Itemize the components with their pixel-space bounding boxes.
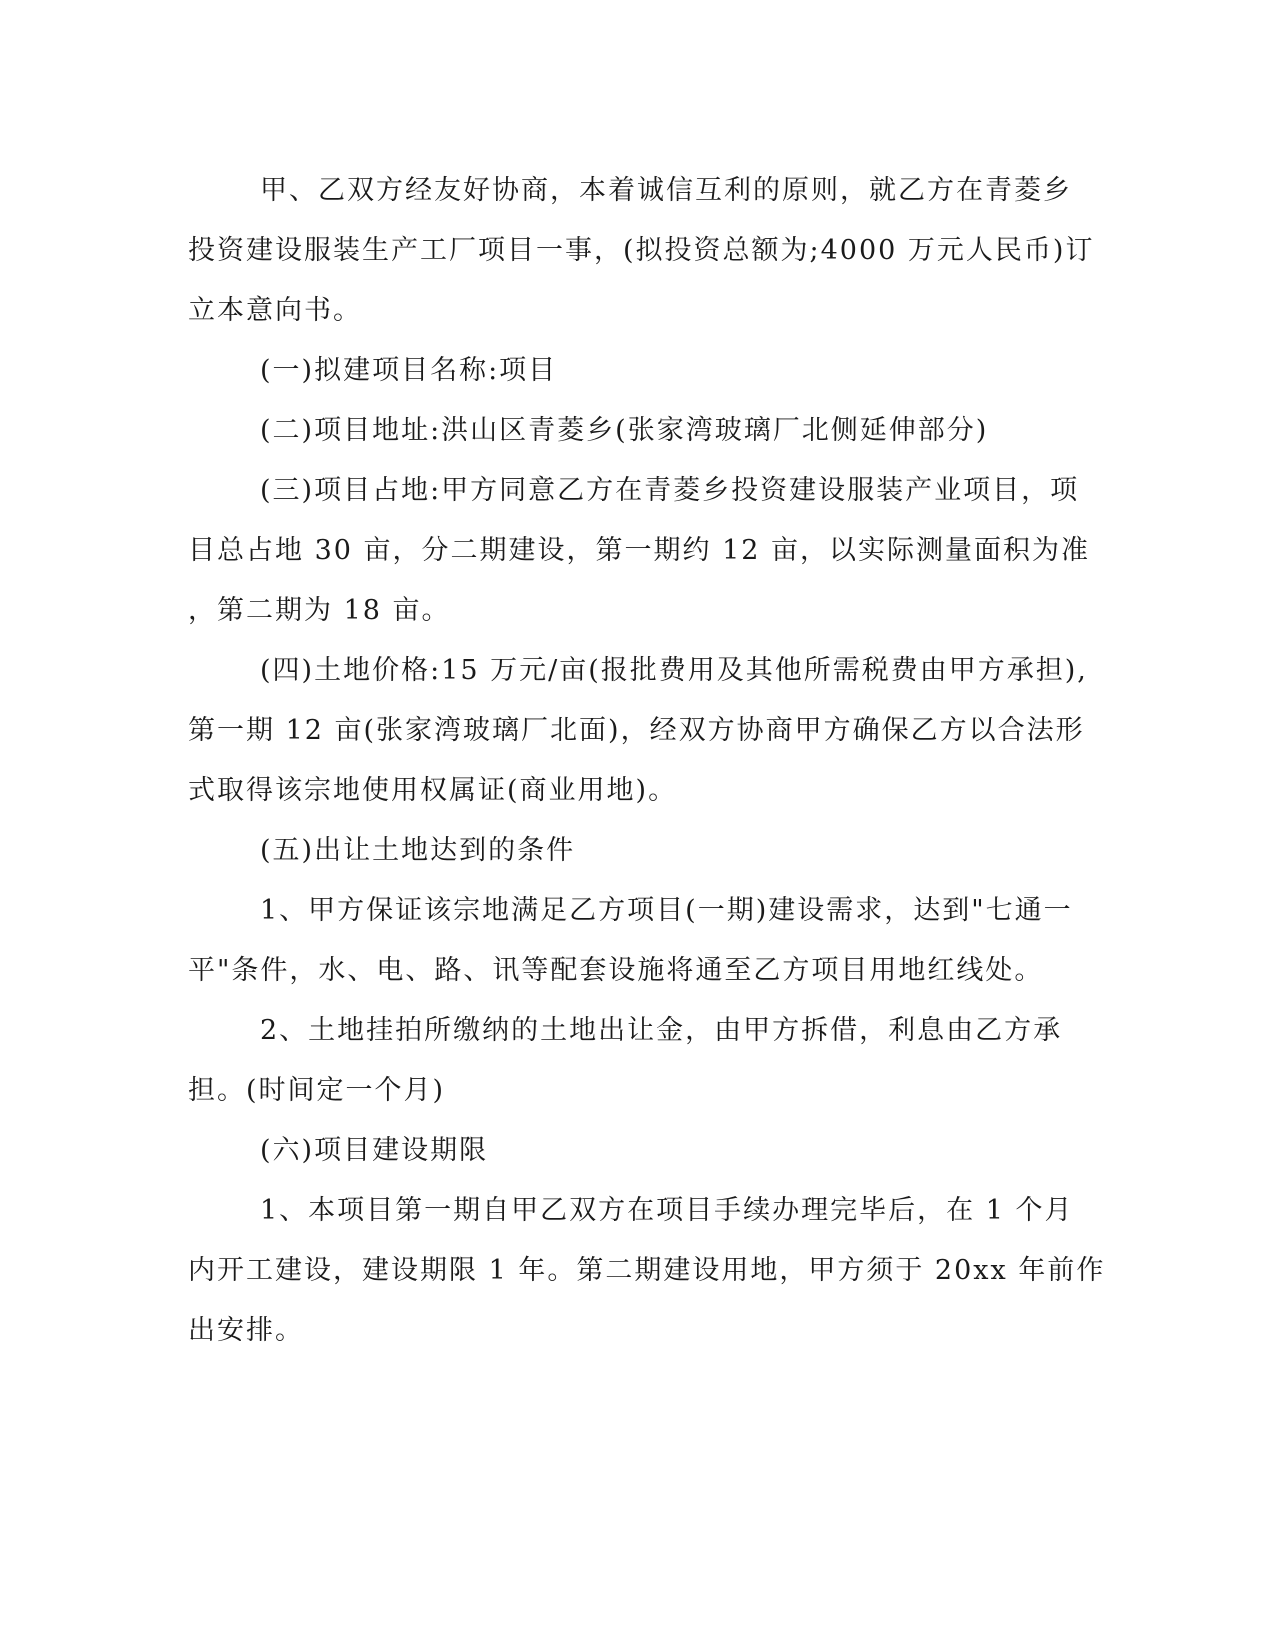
document-paragraph	[188, 821, 1068, 881]
document-paragraph	[188, 1001, 1068, 1121]
document-paragraph	[188, 401, 1068, 461]
paragraph-line: 甲、乙双方经友好协商，本着诚信互利的原则，就乙方在青菱乡	[260, 175, 1072, 206]
paragraph-line: 担。(时间定一个月)	[188, 1075, 446, 1106]
document-paragraph	[188, 881, 1073, 1001]
document-paragraph	[188, 461, 1091, 641]
document-paragraph	[188, 1121, 1068, 1181]
paragraph-line: 出安排。	[188, 1315, 304, 1346]
paragraph-line: 投资建设服装生产工厂项目一事，(拟投资总额为;4000 万元人民币)订	[188, 235, 1095, 266]
paragraph-line: 式取得该宗地使用权属证(商业用地)。	[188, 775, 678, 806]
document-paragraph	[188, 1181, 1106, 1361]
paragraph-line: 第一期 12 亩(张家湾玻璃厂北面)，经双方协商甲方确保乙方以合法形	[188, 715, 1085, 746]
paragraph-line: 平"条件，水、电、路、讯等配套设施将通至乙方项目用地红线处。	[188, 955, 1044, 986]
paragraph-line: (一)拟建项目名称:项目	[260, 355, 558, 386]
paragraph-line: 1、甲方保证该宗地满足乙方项目(一期)建设需求，达到"七通一	[260, 895, 1073, 926]
paragraph-line: (二)项目地址:洪山区青菱乡(张家湾玻璃厂北侧延伸部分)	[260, 415, 989, 446]
paragraph-line: (四)土地价格:15 万元/亩(报批费用及其他所需税费由甲方承担),	[260, 655, 1088, 686]
document-paragraph	[188, 161, 1095, 341]
paragraph-line: 内开工建设，建设期限 1 年。第二期建设用地，甲方须于 20xx 年前作	[188, 1255, 1106, 1286]
paragraph-line: (三)项目占地:甲方同意乙方在青菱乡投资建设服装产业项目，项	[260, 475, 1080, 506]
document-body	[188, 161, 1106, 1361]
paragraph-line: 立本意向书。	[188, 295, 362, 326]
paragraph-line: ，第二期为 18 亩。	[188, 595, 451, 626]
paragraph-line: 1、本项目第一期自甲乙双方在项目手续办理完毕后，在 1 个月	[260, 1195, 1074, 1226]
document-paragraph	[188, 641, 1088, 821]
document-paragraph	[188, 341, 1068, 401]
paragraph-line: (六)项目建设期限	[260, 1135, 489, 1166]
paragraph-line: 目总占地 30 亩，分二期建设，第一期约 12 亩，以实际测量面积为准	[188, 535, 1091, 566]
paragraph-line: 2、土地挂拍所缴纳的土地出让金，由甲方拆借，利息由乙方承	[260, 1015, 1063, 1046]
paragraph-line: (五)出让土地达到的条件	[260, 835, 576, 866]
